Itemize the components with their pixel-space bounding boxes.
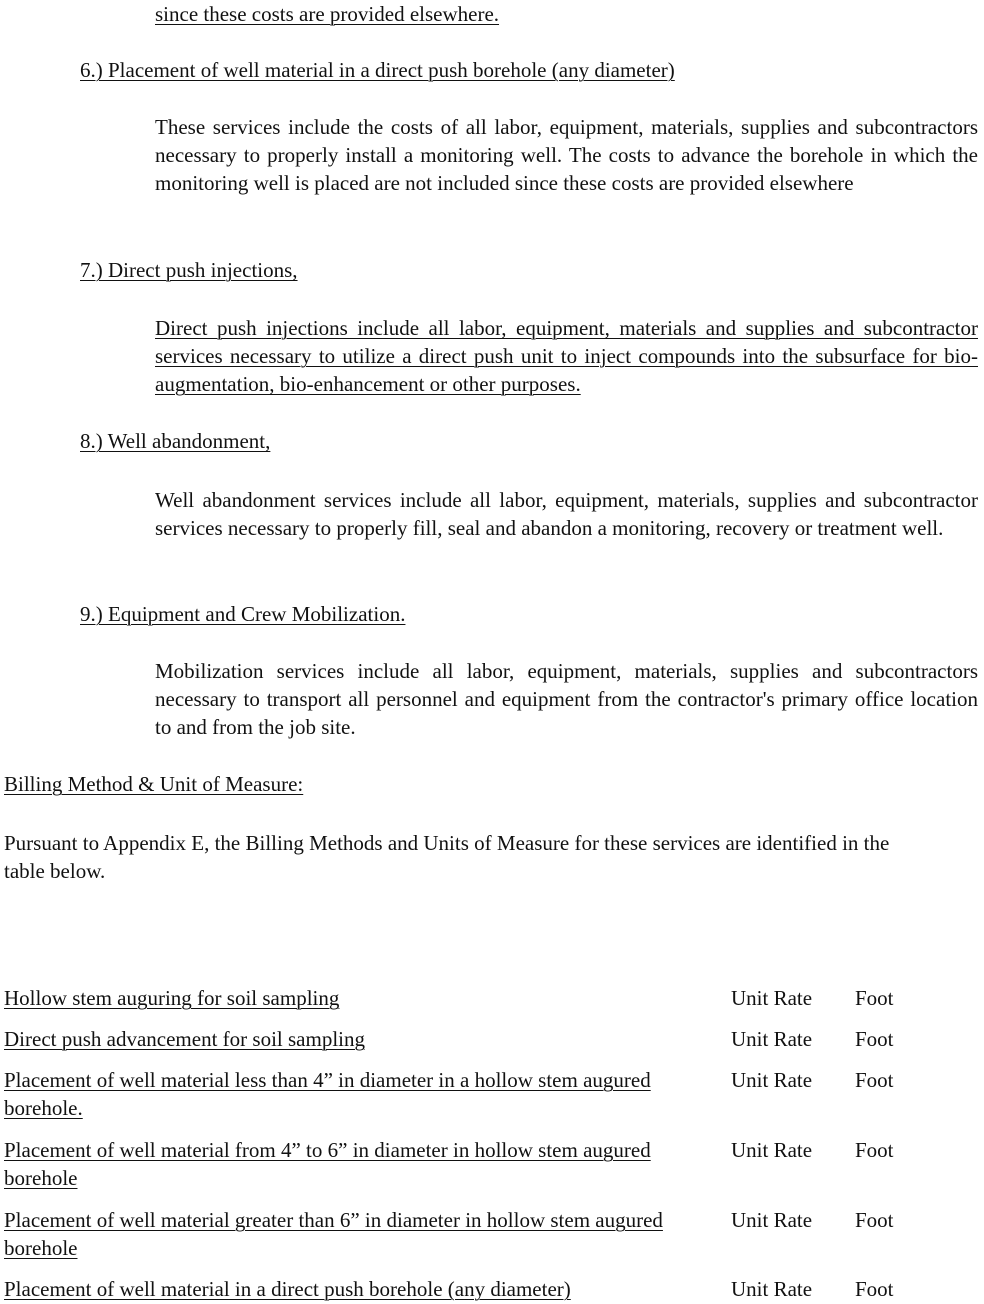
unit-of-measure-cell: Foot (855, 986, 894, 1010)
item-9-paragraph: Mobilization services include all labor, equipment, materials, supplies and subcontractors necessary to transport all personnel and equipment from the contractor's primary office location to and from the job site. (155, 659, 978, 739)
billing-method-cell: Unit Rate (731, 986, 813, 1010)
item-7-heading: 7.) Direct push injections, (80, 258, 298, 282)
billing-method-cell: Unit Rate (731, 1027, 813, 1051)
billing-method-cell: Unit Rate (731, 1138, 813, 1162)
unit-of-measure-cell: Foot (855, 1208, 894, 1232)
continued-paragraph-fragment: since these costs are provided elsewhere. (155, 2, 500, 26)
item-8-heading: 8.) Well abandonment, (80, 429, 271, 453)
item-7-paragraph: Direct push injections include all labor, equipment, materials and supplies and subcontractor services necessary to utilize a direct push unit to inject compounds into the subsurface for bio-augmentation, bio-enhancement or other purposes. (155, 316, 978, 396)
item-8-paragraph: Well abandonment services include all labor, equipment, materials, supplies and subcontractor services necessary to properly fill, seal and abandon a monitoring, recovery or treatment well. (155, 488, 978, 540)
billing-method-cell: Unit Rate (731, 1277, 813, 1301)
item-6-heading: 6.) Placement of well material in a direct push borehole (any diameter) (80, 58, 675, 82)
service-cell: Placement of well material less than 4” in diameter in a hollow stem augured borehole. (4, 1068, 651, 1120)
service-cell: Placement of well material greater than 6” in diameter in hollow stem augured borehole (4, 1208, 663, 1260)
item-9-heading: 9.) Equipment and Crew Mobilization. (80, 602, 406, 626)
billing-method-cell: Unit Rate (731, 1208, 813, 1232)
unit-of-measure-cell: Foot (855, 1027, 894, 1051)
billing-intro: Pursuant to Appendix E, the Billing Methods and Units of Measure for these services are identified in the table below. (4, 831, 890, 883)
unit-of-measure-cell: Foot (855, 1068, 894, 1092)
billing-heading: Billing Method & Unit of Measure: (4, 772, 304, 796)
service-cell: Placement of well material from 4” to 6” in diameter in hollow stem augured borehole (4, 1138, 651, 1190)
service-cell: Direct push advancement for soil sampling (4, 1027, 365, 1051)
item-6-paragraph: These services include the costs of all labor, equipment, materials, supplies and subcontractors necessary to properly install a monitoring well. The costs to advance the borehole in which the monitoring well is placed are not included since these costs are provided elsewhere (155, 115, 978, 195)
billing-method-cell: Unit Rate (731, 1068, 813, 1092)
unit-of-measure-cell: Foot (855, 1277, 894, 1301)
service-cell: Placement of well material in a direct push borehole (any diameter) (4, 1277, 571, 1301)
service-cell: Hollow stem auguring for soil sampling (4, 986, 340, 1010)
unit-of-measure-cell: Foot (855, 1138, 894, 1162)
